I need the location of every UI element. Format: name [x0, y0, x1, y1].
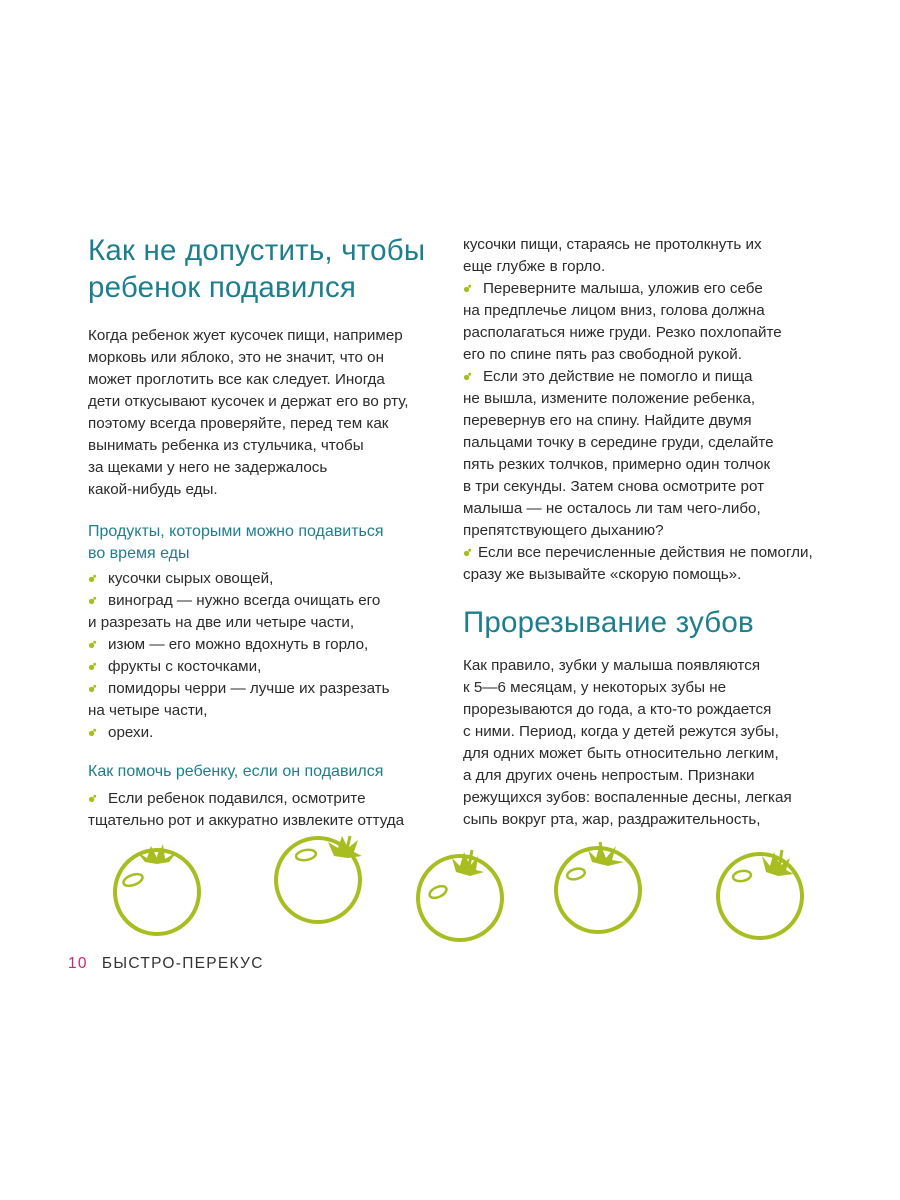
title-line: Как не допустить, чтобы — [88, 234, 426, 267]
list-item-continuation: тщательно рот и аккуратно извлеките оттуда — [88, 812, 405, 829]
tomato-illustrations — [0, 830, 900, 950]
text-line: сыпь вокруг рта, жар, раздражительность, — [463, 811, 761, 828]
list-item-text: Переверните малыша, уложив его себе — [483, 280, 763, 297]
bullet-icon — [88, 662, 97, 671]
text-line: еще глубже в горло. — [463, 258, 606, 275]
text-line: дети откусывают кусочек и держат его во рту, — [88, 393, 409, 410]
list-item-continuation: пять резких толчков, примерно один толчок — [463, 456, 771, 473]
text-line: прорезываются до года, а кто-то рождается — [463, 701, 772, 718]
list-item-continuation: пальцами точку в середине груди, сделайте — [463, 434, 774, 451]
tomato-icon — [115, 844, 199, 934]
text-line: к 5—6 месяцам, у некоторых зубы не — [463, 679, 727, 696]
list-item-continuation: препятствующего дыханию? — [463, 522, 664, 539]
continued-paragraph — [463, 234, 813, 278]
bullet-icon — [88, 728, 97, 737]
text-line: Как правило, зубки у малыша появляются — [463, 657, 761, 674]
heading-line: во время еды — [88, 545, 190, 562]
list-item — [88, 788, 428, 832]
list-item-text: кусочки сырых овощей, — [108, 570, 274, 587]
bullet-icon — [463, 284, 472, 293]
bullet-icon — [463, 548, 472, 557]
choking-title — [88, 232, 428, 306]
help-heading: Как помочь ребенку, если он подавился — [88, 763, 384, 780]
bullet-icon — [88, 640, 97, 649]
list-item — [88, 590, 428, 634]
list-item-continuation: перевернув его на спину. Найдите двумя — [463, 412, 752, 429]
text-line: морковь или яблоко, это не значит, что он — [88, 349, 384, 366]
list-item-continuation: сразу же вызывайте «скорую помощь». — [463, 566, 742, 583]
list-item — [88, 656, 428, 678]
list-item-text: Если это действие не помогло и пища — [483, 368, 753, 385]
list-item — [88, 634, 428, 656]
text-line: вынимать ребенка из стульчика, чтобы — [88, 437, 364, 454]
bullet-icon — [88, 574, 97, 583]
text-line: Когда ребенок жует кусочек пищи, например — [88, 327, 403, 344]
tomato-icon — [418, 850, 502, 940]
bullet-icon — [88, 596, 97, 605]
list-item-text: изюм — его можно вдохнуть в горло, — [108, 636, 369, 653]
text-line: какой-нибудь еды. — [88, 481, 218, 498]
text-line: за щеками у него не задержалось — [88, 459, 328, 476]
left-column — [88, 232, 428, 832]
list-item-continuation: малыша — не осталось ли там чего-либо, — [463, 500, 761, 517]
text-line: поэтому всегда проверяйте, перед тем как — [88, 415, 389, 432]
list-item-continuation: его по спине пять раз свободной рукой. — [463, 346, 742, 363]
list-item — [463, 542, 813, 586]
heading-line: Продукты, которыми можно подавиться — [88, 523, 384, 540]
text-line: для одних может быть относительно легким, — [463, 745, 779, 762]
foods-list — [88, 568, 428, 744]
list-item-continuation: и разрезать на две или четыре части, — [88, 614, 355, 631]
title-line: ребенок подавился — [88, 271, 357, 304]
book-title: БЫСТРО-ПЕРЕКУС — [101, 955, 264, 972]
teething-title: Прорезывание зубов — [463, 606, 754, 639]
bullet-icon — [463, 372, 472, 381]
list-item-continuation: на предплечье лицом вниз, голова должна — [463, 302, 765, 319]
text-line: а для других очень непростым. Признаки — [463, 767, 755, 784]
text-line: режущихся зубов: воспаленные десны, легкая — [463, 789, 792, 806]
text-line: с ними. Период, когда у детей режутся зубы, — [463, 723, 779, 740]
text-line: может проглотить все как следует. Иногда — [88, 371, 385, 388]
page-footer — [68, 955, 264, 973]
teething-paragraph — [463, 655, 813, 831]
list-item — [463, 366, 813, 542]
list-item — [88, 568, 428, 590]
tomato-icon — [718, 850, 802, 938]
list-item — [463, 278, 813, 366]
list-item-text: виноград — нужно всегда очищать его — [108, 592, 381, 609]
list-item-text: помидоры черри — лучше их разрезать — [108, 680, 390, 697]
bullet-icon — [88, 684, 97, 693]
list-item-continuation: не вышла, измените положение ребенка, — [463, 390, 756, 407]
tomato-icon — [276, 836, 362, 922]
page-number: 10 — [68, 955, 88, 972]
list-item-text: Если ребенок подавился, осмотрите — [108, 790, 366, 807]
list-item-continuation: располагаться ниже груди. Резко похлопайте — [463, 324, 782, 341]
list-item-continuation: в три секунды. Затем снова осмотрите рот — [463, 478, 765, 495]
help-list — [88, 788, 428, 832]
list-item-text: фрукты с косточками, — [108, 658, 262, 675]
text-line: кусочки пищи, стараясь не протолкнуть их — [463, 236, 762, 253]
bullet-icon — [88, 794, 97, 803]
list-item — [88, 722, 428, 744]
foods-heading — [88, 521, 428, 565]
steps-list — [463, 278, 813, 586]
list-item-continuation: на четыре части, — [88, 702, 208, 719]
list-item-text: Если все перечисленные действия не помогли, — [478, 544, 813, 561]
intro-paragraph — [88, 325, 428, 501]
list-item-text: орехи. — [108, 724, 154, 741]
list-item — [88, 678, 428, 722]
right-column — [463, 234, 813, 831]
tomato-icon — [556, 842, 640, 932]
